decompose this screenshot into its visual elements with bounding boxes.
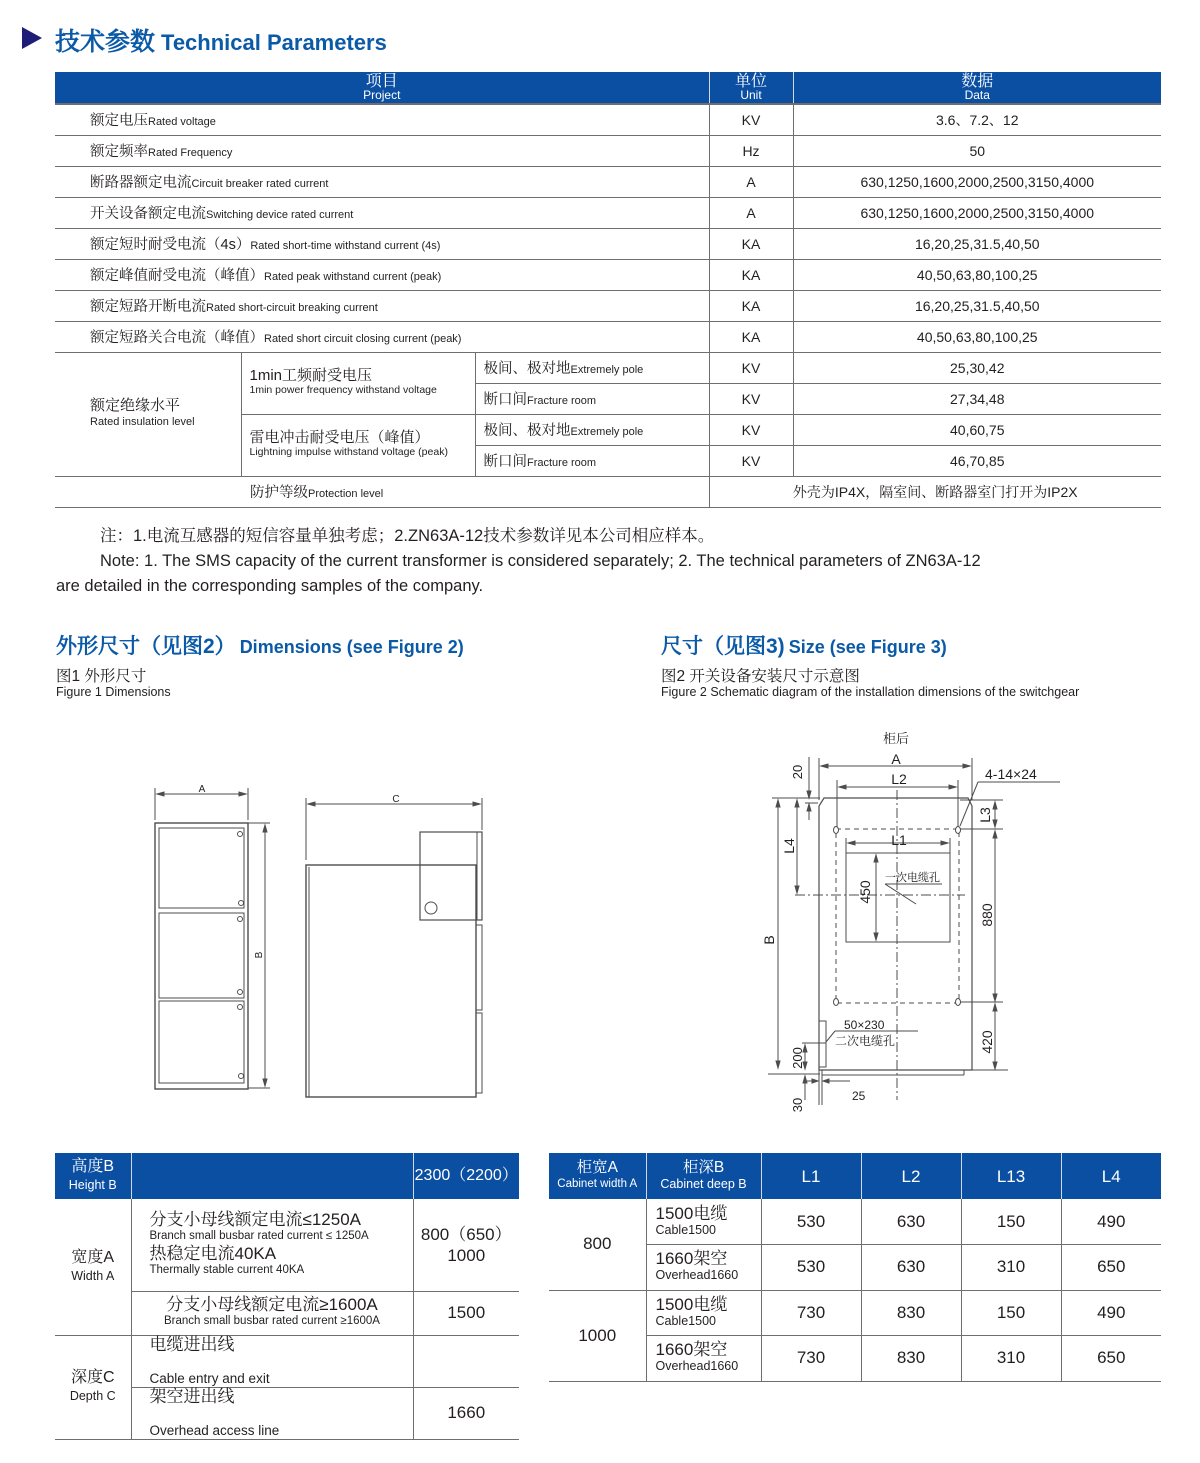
svg-text:200: 200 (790, 1047, 805, 1069)
svg-text:L3: L3 (977, 807, 993, 823)
table-row-insulation: 额定绝缘水平 Rated insulation level 1min工频耐受电压 1min power frequency withstand voltage 极间、极对地Extremely pole KV 25,30,42 (55, 352, 1161, 383)
svg-text:4-14×24: 4-14×24 (985, 766, 1037, 782)
width-row: 分支小母线额定电流≥1600A Branch small busbar rated current ≥1600A 1500 (55, 1291, 519, 1335)
table-row: 1660架空 Overhead1660 530 630 310 650 (549, 1245, 1161, 1291)
table-row: 断口间Fracture room KV 46,70,85 (55, 445, 1161, 476)
svg-text:B: B (254, 951, 265, 959)
height-row: 高度B Height B 2300（2200） (55, 1153, 519, 1199)
insulation-group: 1min工频耐受电压 1min power frequency withstand voltage (241, 352, 475, 414)
table-row: 1660架空 Overhead1660 730 830 310 650 (549, 1336, 1161, 1382)
size-section-title: 尺寸（见图3) Size (see Figure 3) (661, 635, 947, 658)
dimensions-table (55, 1153, 519, 1440)
installation-dimensions-table (549, 1153, 1161, 1382)
insulation-group: 雷电冲击耐受电压（峰值） Lightning impulse withstand voltage (peak) (241, 414, 475, 476)
table-row: 额定频率Rated Frequency Hz 50 (55, 135, 1161, 166)
svg-text:L2: L2 (891, 771, 907, 787)
table-header-row (55, 72, 1161, 104)
note-zh: 注：1.电流互感器的短信容量单独考虑；2.ZN63A-12技术参数详见本公司相应样本。 (100, 527, 715, 545)
col-project: 项目 Project (55, 72, 709, 104)
figure1-caption-zh: 图1 外形尺寸 (56, 668, 147, 685)
table-header-row: 柜宽A Cabinet width A 柜深B Cabinet deep B L1 L2 L13 L4 (549, 1153, 1161, 1199)
table-row: 额定短路开断电流Rated short-circuit breaking current KA 16,20,25,31.5,40,50 (55, 290, 1161, 321)
svg-text:450: 450 (857, 880, 873, 904)
insulation-level-label: 额定绝缘水平 Rated insulation level (55, 352, 241, 476)
figure2-caption-en: Figure 2 Schematic diagram of the installation dimensions of the switchgear (661, 685, 1080, 699)
table-row: 雷电冲击耐受电压（峰值） Lightning impulse withstand voltage (peak) 极间、极对地Extremely pole KV 40,60,75 (55, 414, 1161, 445)
note-en-line2: are detailed in the corresponding samples of the company. (56, 577, 484, 595)
technical-parameters-table (55, 72, 1161, 508)
table-row: 额定短路关合电流（峰值）Rated short circuit closing current (peak) KA 40,50,63,80,100,25 (55, 321, 1161, 352)
table-row: 开关设备额定电流Switching device rated current A 630,1250,1600,2000,2500,3150,4000 (55, 197, 1161, 228)
dimensions-section-title: 外形尺寸（见图2） Dimensions (see Figure 2) (56, 635, 464, 658)
page-title-en: Technical Parameters (161, 30, 387, 55)
svg-text:L4: L4 (781, 838, 797, 854)
figure1-outline-drawing (140, 770, 500, 1100)
svg-text:柜后: 柜后 (882, 731, 910, 746)
table-row: 1000 1500电缆 Cable1500 730 830 150 490 (549, 1290, 1161, 1336)
figure2-caption-zh: 图2 开关设备安装尺寸示意图 (661, 668, 860, 685)
svg-text:C: C (392, 794, 400, 805)
svg-text:一次电缆孔: 一次电缆孔 (885, 872, 940, 884)
table-row: 额定短时耐受电流（4s）Rated short-time withstand current (4s) KA 16,20,25,31.5,40,50 (55, 228, 1161, 259)
table-row-protection: 防护等级Protection level 外壳为IP4X，隔室间、断路器室门打开为IP2X (55, 476, 1161, 507)
svg-text:880: 880 (979, 903, 995, 927)
width-row: 宽度A Width A 分支小母线额定电流≤1250A Branch small busbar rated current ≤ 1250A 热稳定电流40KA Thermally stable current 40KA 800（650） 1000 (55, 1199, 519, 1291)
depth-row: 深度C Depth C 电缆进出线 Cable entry and exit (55, 1335, 519, 1387)
table-row: 800 1500电缆 Cable1500 530 630 150 490 (549, 1199, 1161, 1245)
svg-text:B: B (761, 935, 777, 945)
table-row: 断路器额定电流Circuit breaker rated current A 630,1250,1600,2000,2500,3150,4000 (55, 166, 1161, 197)
svg-text:30: 30 (790, 1097, 805, 1113)
table-row: 额定电压Rated voltage KV 3.6、7.2、12 (55, 104, 1161, 135)
svg-text:L1: L1 (891, 832, 907, 848)
table-row: 断口间Fracture room KV 27,34,48 (55, 383, 1161, 414)
note-en-line1: Note: 1. The SMS capacity of the current transformer is considered separately; 2. The technical parameters of ZN63A-12 (100, 552, 981, 570)
section-arrow-icon (22, 27, 42, 49)
svg-text:A: A (891, 751, 901, 767)
svg-text:二次电缆孔: 二次电缆孔 (835, 1034, 896, 1048)
depth-row: 架空进出线 Overhead access line 1660 (55, 1387, 519, 1439)
col-unit: 单位 Unit (709, 72, 793, 104)
table-row: 额定峰值耐受电流（峰值）Rated peak withstand current (peak) KA 40,50,63,80,100,25 (55, 259, 1161, 290)
figure1-caption-en: Figure 1 Dimensions (56, 685, 171, 699)
page-title-zh: 技术参数 (55, 28, 156, 56)
svg-text:25: 25 (852, 1089, 866, 1103)
page-title (55, 22, 387, 58)
svg-text:50×230: 50×230 (844, 1018, 885, 1032)
col-data: 数据 Data (793, 72, 1161, 104)
svg-text:20: 20 (790, 764, 805, 780)
svg-text:420: 420 (979, 1030, 995, 1054)
figure2-installation-drawing (760, 720, 1090, 1130)
svg-text:A: A (198, 784, 206, 795)
